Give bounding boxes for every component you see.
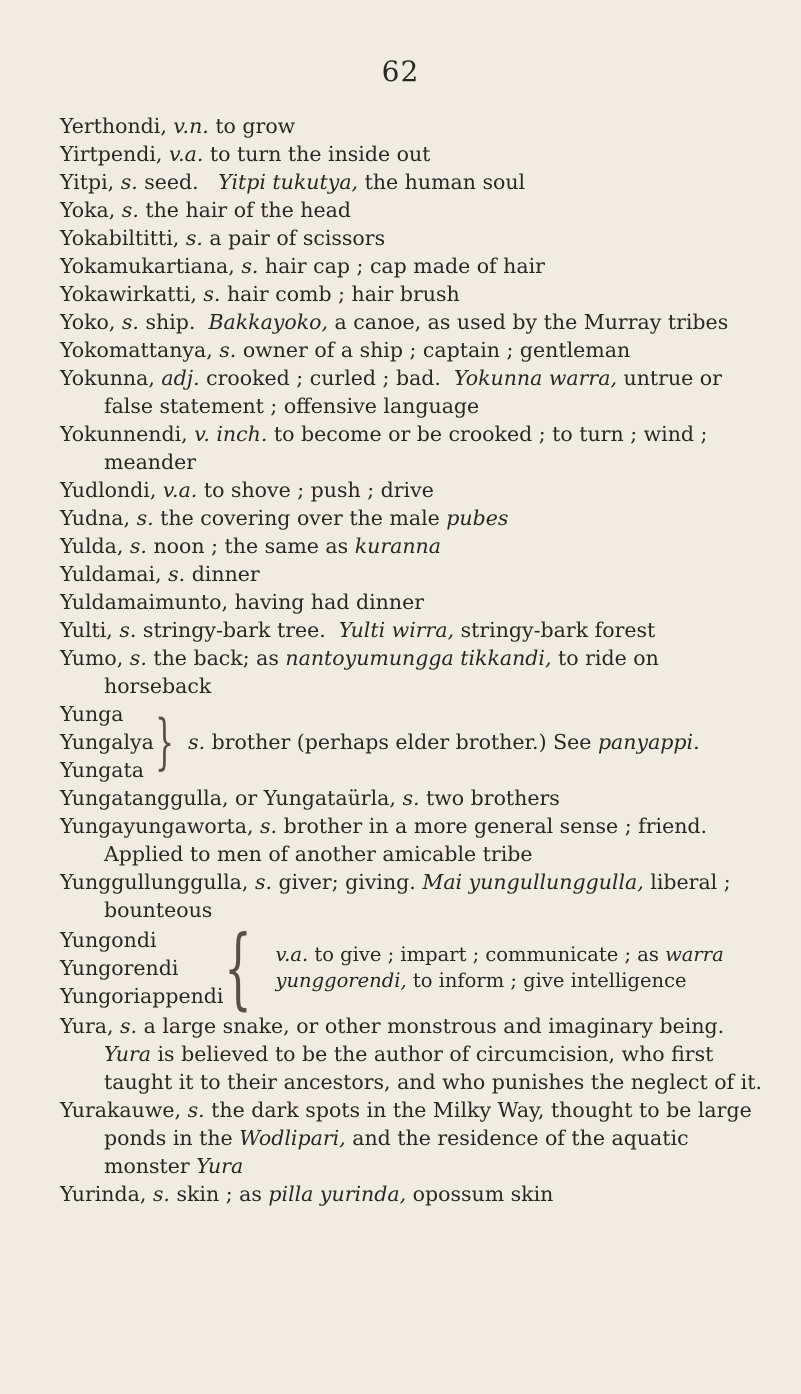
- headword: Yunga: [60, 702, 124, 726]
- entry: Yokunnendi, v. inch. to become or be crooked ; to turn ; wind ; meander: [60, 422, 708, 474]
- entry: Yuldamai, s. dinner: [60, 562, 260, 586]
- entry: Yura, s. a large snake, or other monstrous and imaginary being. Yura is believed to be the author of circumcision, who first taught it to their ancestors, and who punishes the neglect of it.: [60, 1014, 762, 1094]
- brace-group-give: [60, 916, 765, 1019]
- entry: Yokunna, adj. crooked ; curled ; bad. Yokunna warra, untrue or false statement ; offensive language: [60, 366, 722, 418]
- entry: Yerthondi, v.n. to grow: [60, 114, 296, 138]
- entry: Yulti, s. stringy-bark tree. Yulti wirra, stringy-bark forest: [60, 618, 656, 642]
- entry: Yulda, s. noon ; the same as kuranna: [60, 534, 441, 558]
- brace-group-brother: [60, 700, 765, 784]
- entry: Yokamukartiana, s. hair cap ; cap made of hair: [60, 254, 545, 278]
- entry: Yokomattanya, s. owner of a ship ; captain ; gentleman: [60, 338, 631, 362]
- entry: Yurakauwe, s. the dark spots in the Milky Way, thought to be large ponds in the Wodlipari, and the residence of the aquatic monster Yura: [60, 1098, 752, 1178]
- entry: Yuldamaimunto, having had dinner: [60, 590, 425, 614]
- headword: Yungata: [60, 758, 144, 782]
- entry-list: [60, 112, 765, 1208]
- entry: Yurinda, s. skin ; as pilla yurinda, opossum skin: [60, 1182, 554, 1206]
- entry: Yudna, s. the covering over the male pubes: [60, 506, 509, 530]
- brace-icon: {: [224, 916, 253, 1019]
- gloss: s. brother (perhaps elder brother.) See panyappi.: [188, 730, 700, 754]
- entry: Yirtpendi, v.a. to turn the inside out: [60, 142, 431, 166]
- entry: Yoka, s. the hair of the head: [60, 198, 351, 222]
- page-number: 62: [381, 55, 420, 88]
- headword: Yungorendi: [60, 956, 179, 980]
- headword: Yungondi: [60, 928, 157, 952]
- headword: Yungoriappendi: [60, 984, 224, 1008]
- entry: Yungayungaworta, s. brother in a more general sense ; friend. Applied to men of another amicable tribe: [60, 814, 708, 866]
- headword: Yungalya: [60, 730, 154, 754]
- entry: Yumo, s. the back; as nantoyumungga tikkandi, to ride on horseback: [60, 646, 659, 698]
- gloss: v.a. to give ; impart ; communicate ; as warra yunggorendi, to inform ; give intelligence: [275, 943, 724, 992]
- entry: Yokabiltitti, s. a pair of scissors: [60, 226, 386, 250]
- entry: Yoko, s. ship. Bakkayoko, a canoe, as used by the Murray tribes: [60, 310, 729, 334]
- entry: Yokawirkatti, s. hair comb ; hair brush: [60, 282, 460, 306]
- entry: Yungatanggulla, or Yungataürla, s. two brothers: [60, 786, 560, 810]
- entry: Yunggullunggulla, s. giver; giving. Mai yungullunggulla, liberal ; bounteous: [60, 870, 731, 922]
- entry: Yudlondi, v.a. to shove ; push ; drive: [60, 478, 434, 502]
- entry: Yitpi, s. seed. Yitpi tukutya, the human soul: [60, 170, 526, 194]
- brace-icon: }: [154, 707, 174, 777]
